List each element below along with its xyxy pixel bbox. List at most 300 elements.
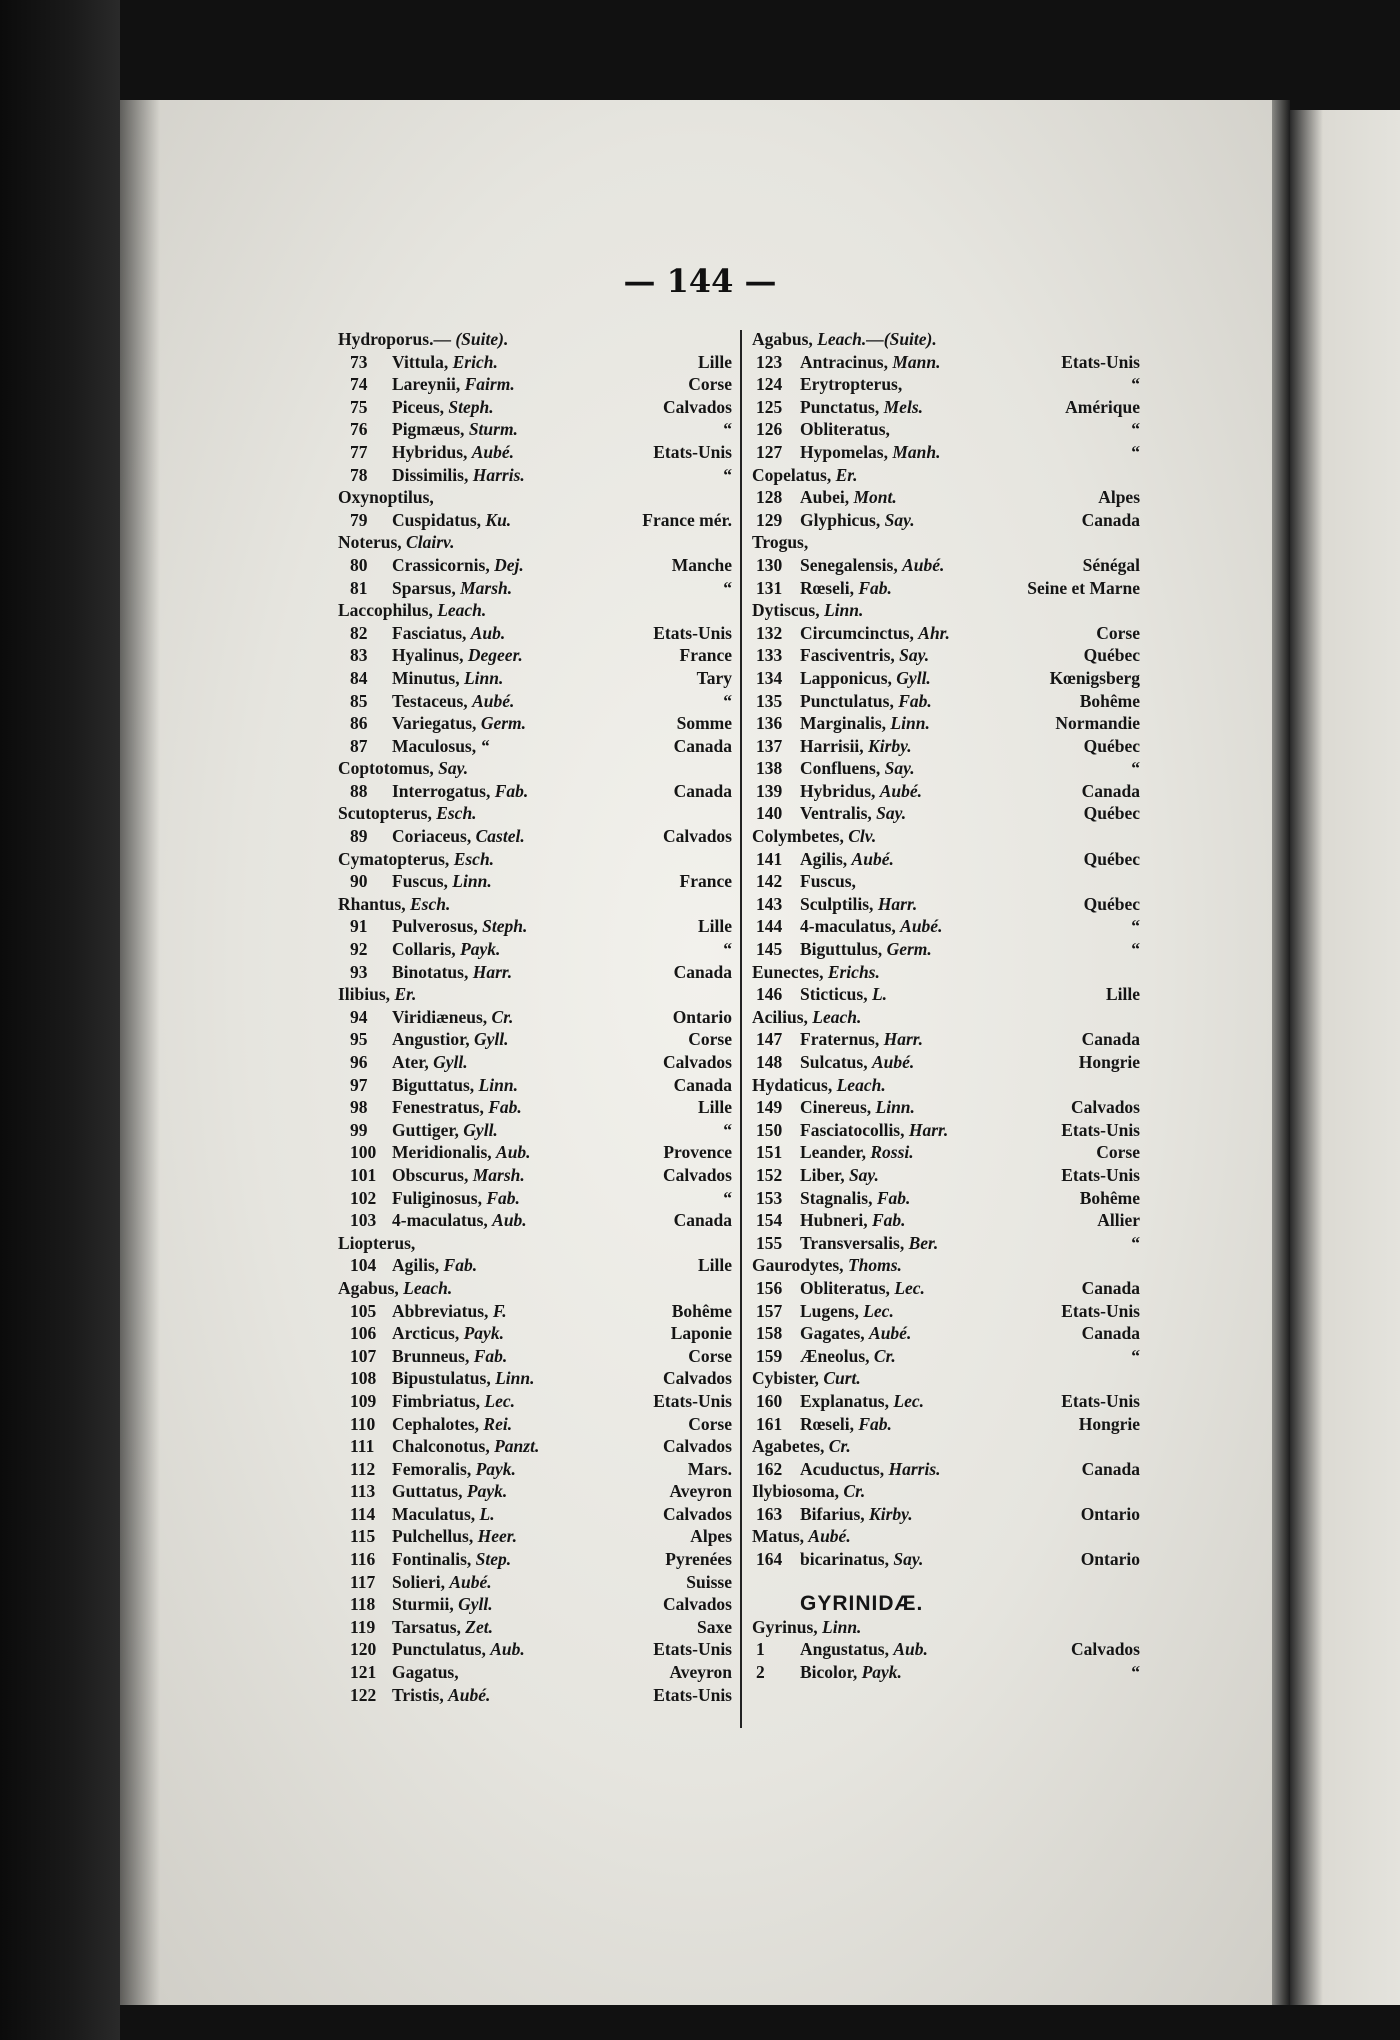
species-entry xyxy=(338,1435,732,1458)
taxon-author: Fab. xyxy=(488,1097,522,1118)
taxon-name: Glyphicus, xyxy=(800,509,881,530)
species-name xyxy=(392,690,514,713)
taxon-author: Germ. xyxy=(480,713,527,734)
locality: “ xyxy=(1131,939,1140,960)
species-name xyxy=(392,870,492,893)
taxon-name: Bifarius, xyxy=(800,1503,865,1524)
species-name xyxy=(392,1413,512,1436)
entry-number: 140 xyxy=(756,803,783,824)
locality: Suisse xyxy=(686,1571,732,1592)
genus-name xyxy=(752,961,880,984)
taxon-name: Leander, xyxy=(800,1142,866,1163)
taxon-author: Heer. xyxy=(477,1526,517,1547)
taxon-name: Lugens, xyxy=(800,1300,859,1321)
locality: Etats-Unis xyxy=(1061,1119,1140,1140)
taxon-name: Guttiger, xyxy=(392,1119,459,1140)
entry-number: 93 xyxy=(350,961,368,982)
taxon-author: Steph. xyxy=(482,916,528,937)
species-entry xyxy=(338,961,732,984)
locality: Somme xyxy=(676,713,732,734)
species-entry xyxy=(752,915,1140,938)
species-entry xyxy=(752,802,1140,825)
taxon-name: Copelatus, xyxy=(752,464,832,485)
taxon-name: Sticticus, xyxy=(800,984,868,1005)
species-name xyxy=(392,1661,459,1684)
taxon-name: Acuductus, xyxy=(800,1458,885,1479)
species-name xyxy=(800,1187,910,1210)
locality: Hongrie xyxy=(1078,1413,1140,1434)
locality: Calvados xyxy=(1070,1097,1140,1118)
taxon-author: Gyll. xyxy=(474,1029,509,1050)
blank-line xyxy=(752,1571,1140,1594)
species-name xyxy=(392,1322,504,1345)
taxon-name: Biguttatus, xyxy=(392,1074,475,1095)
genus-name xyxy=(338,1277,452,1300)
entry-number: 137 xyxy=(756,735,783,756)
taxon-name: Harrisii, xyxy=(800,735,864,756)
taxon-name: Fimbriatus, xyxy=(392,1390,480,1411)
entry-number: 104 xyxy=(350,1255,377,1276)
species-entry xyxy=(752,1345,1140,1368)
species-entry xyxy=(752,1322,1140,1345)
entry-number: 146 xyxy=(756,984,783,1005)
taxon-author: Dej. xyxy=(494,554,524,575)
taxon-author: Aub. xyxy=(490,1639,525,1660)
taxon-name: 4-maculatus, xyxy=(800,916,896,937)
taxon-name: Oxynoptilus, xyxy=(338,487,434,508)
taxon-author: Harr. xyxy=(472,961,513,982)
taxon-name: Liber, xyxy=(800,1164,845,1185)
taxon-name: Explanatus, xyxy=(800,1390,889,1411)
species-entry xyxy=(338,1684,732,1707)
taxon-author: Er. xyxy=(394,984,417,1005)
entry-number: 135 xyxy=(756,690,783,711)
taxon-author: Mann. xyxy=(892,351,941,372)
taxon-name: Brunneus, xyxy=(392,1345,470,1366)
taxon-author: Esch. xyxy=(453,848,495,869)
locality: Etats-Unis xyxy=(1061,1390,1140,1411)
entry-number: 142 xyxy=(756,871,783,892)
species-name xyxy=(392,1300,507,1323)
locality: Canada xyxy=(673,735,732,756)
entry-number: 130 xyxy=(756,554,783,575)
taxon-name: Laccophilus, xyxy=(338,600,433,621)
locality: Canada xyxy=(1081,1029,1140,1050)
species-entry xyxy=(752,373,1140,396)
genus-heading xyxy=(752,1435,1140,1458)
species-entry xyxy=(752,983,1140,1006)
taxon-author: Say. xyxy=(876,803,907,824)
locality: Etats-Unis xyxy=(653,622,732,643)
locality: France xyxy=(679,871,732,892)
taxon-name: Erytropterus, xyxy=(800,374,903,395)
taxon-name: Angustatus, xyxy=(800,1639,889,1660)
taxon-name: Collaris, xyxy=(392,939,456,960)
locality: “ xyxy=(723,690,732,711)
taxon-name: Marginalis, xyxy=(800,713,887,734)
locality: Normandie xyxy=(1055,713,1140,734)
taxon-name: Liopterus, xyxy=(338,1232,416,1253)
taxon-name: Transversalis, xyxy=(800,1232,905,1253)
genus-name xyxy=(752,328,937,351)
page-edge xyxy=(1272,100,1290,2010)
taxon-name: Circumcinctus, xyxy=(800,622,914,643)
taxon-author: Sturm. xyxy=(468,419,518,440)
taxon-author: Germ. xyxy=(886,939,932,960)
species-name xyxy=(392,1006,513,1029)
taxon-author: Payk. xyxy=(861,1662,902,1683)
taxon-author: Payk. xyxy=(460,939,501,960)
genus-heading xyxy=(752,1006,1140,1029)
taxon-author: Aub. xyxy=(496,1142,531,1163)
species-name xyxy=(392,1096,522,1119)
species-entry xyxy=(752,396,1140,419)
taxon-author: Payk. xyxy=(475,1458,516,1479)
species-name xyxy=(800,1345,896,1368)
species-entry xyxy=(752,1300,1140,1323)
entry-number: 134 xyxy=(756,667,783,688)
species-name xyxy=(392,396,494,419)
taxon-name: Pigmæus, xyxy=(392,419,465,440)
taxon-name: Binotatus, xyxy=(392,961,469,982)
species-name xyxy=(800,577,892,600)
entry-number: 113 xyxy=(350,1481,376,1502)
species-name xyxy=(392,464,525,487)
taxon-name: Minutus, xyxy=(392,667,460,688)
genus-heading xyxy=(752,1616,1140,1639)
entry-number: 99 xyxy=(350,1119,368,1140)
species-entry xyxy=(752,554,1140,577)
species-entry xyxy=(338,1187,732,1210)
entry-number: 108 xyxy=(350,1368,377,1389)
genus-heading xyxy=(752,328,1140,351)
taxon-author: Fab. xyxy=(871,1210,906,1231)
species-entry xyxy=(338,690,732,713)
entry-number: 74 xyxy=(350,374,368,395)
genus-name xyxy=(338,328,508,351)
species-name xyxy=(800,622,950,645)
species-entry xyxy=(752,351,1140,374)
locality: “ xyxy=(1131,1345,1140,1366)
taxon-name: Meridionalis, xyxy=(392,1142,492,1163)
species-name xyxy=(800,757,915,780)
taxon-author: Linn. xyxy=(890,713,930,734)
species-entry xyxy=(752,848,1140,871)
species-entry xyxy=(752,418,1140,441)
taxon-author: (Suite). xyxy=(455,329,509,349)
taxon-name: Angustior, xyxy=(392,1029,470,1050)
entry-number: 164 xyxy=(756,1549,783,1570)
species-name xyxy=(392,667,503,690)
taxon-name: Rhantus, xyxy=(338,893,406,914)
entry-number: 155 xyxy=(756,1232,783,1253)
locality: “ xyxy=(1131,758,1140,779)
entry-number: 131 xyxy=(756,577,783,598)
entry-number: 138 xyxy=(756,758,783,779)
taxon-author: Harr. xyxy=(908,1119,949,1140)
taxon-author: Linn. xyxy=(875,1097,915,1118)
entry-number: 159 xyxy=(756,1345,783,1366)
entry-number: 98 xyxy=(350,1097,368,1118)
taxon-name: Stagnalis, xyxy=(800,1187,873,1208)
species-entry xyxy=(752,1638,1140,1661)
taxon-name: Ater, xyxy=(392,1052,429,1072)
species-entry xyxy=(752,1187,1140,1210)
species-entry xyxy=(338,1525,732,1548)
genus-heading xyxy=(752,464,1140,487)
scan-border xyxy=(120,2005,1400,2040)
locality: Hongrie xyxy=(1078,1052,1140,1072)
entry-number: 150 xyxy=(756,1119,783,1140)
entry-number: 145 xyxy=(756,939,783,960)
genus-heading xyxy=(752,1254,1140,1277)
taxon-name: Sparsus, xyxy=(392,577,456,598)
entry-number: 82 xyxy=(350,622,368,643)
species-name xyxy=(800,667,931,690)
taxon-name: Biguttulus, xyxy=(800,939,883,960)
entry-number: 111 xyxy=(350,1436,375,1457)
species-entry xyxy=(752,1413,1140,1436)
species-entry xyxy=(752,1141,1140,1164)
species-entry xyxy=(752,1390,1140,1413)
species-name xyxy=(800,1638,928,1661)
entry-number: 141 xyxy=(756,848,783,869)
species-name xyxy=(800,1458,941,1481)
taxon-author: Aubé. xyxy=(900,916,943,937)
species-entry xyxy=(338,441,732,464)
species-entry xyxy=(338,667,732,690)
genus-name xyxy=(338,486,434,509)
species-name xyxy=(800,1277,925,1300)
taxon-author: Degeer. xyxy=(467,645,523,666)
taxon-name: Ilibius, xyxy=(338,984,391,1005)
entry-number: 95 xyxy=(350,1029,368,1050)
entry-number: 149 xyxy=(756,1097,783,1118)
locality: “ xyxy=(723,464,732,485)
genus-heading xyxy=(752,961,1140,984)
taxon-author: Gyll. xyxy=(458,1594,493,1615)
locality: Canada xyxy=(673,780,732,801)
taxon-author: Linn. xyxy=(823,600,864,621)
locality: Québec xyxy=(1083,735,1140,756)
taxon-name: Bicolor, xyxy=(800,1662,858,1683)
taxon-author: Fab. xyxy=(858,1413,892,1434)
species-name xyxy=(800,1661,902,1684)
species-entry xyxy=(752,577,1140,600)
taxon-name: Æneolus, xyxy=(800,1345,870,1366)
taxon-author: L. xyxy=(871,984,888,1005)
locality: “ xyxy=(1131,374,1140,395)
entry-number: 2 xyxy=(756,1662,765,1683)
entry-number: 161 xyxy=(756,1413,783,1434)
taxon-author: Gyll. xyxy=(463,1119,498,1140)
taxon-name: Bipustulatus, xyxy=(392,1368,491,1389)
species-entry xyxy=(338,1006,732,1029)
locality: Etats-Unis xyxy=(653,1684,732,1705)
locality: “ xyxy=(723,577,732,598)
taxon-name: Fasciventris, xyxy=(800,645,895,666)
locality: Calvados xyxy=(662,1436,732,1457)
species-name xyxy=(392,1390,515,1413)
entry-number: 110 xyxy=(350,1413,376,1434)
species-name xyxy=(392,577,512,600)
entry-number: 115 xyxy=(350,1526,376,1547)
species-entry xyxy=(338,735,732,758)
taxon-name: Maculatus, xyxy=(392,1503,476,1524)
entry-number: 88 xyxy=(350,780,368,801)
species-name xyxy=(392,938,500,961)
entry-number: 152 xyxy=(756,1164,783,1185)
species-entry xyxy=(752,1119,1140,1142)
taxon-name: Fuliginosus, xyxy=(392,1187,482,1208)
entry-number: 80 xyxy=(350,554,368,575)
locality: Bohême xyxy=(1079,1187,1140,1208)
taxon-author: Cr. xyxy=(491,1006,514,1027)
species-name xyxy=(392,644,523,667)
entry-number: 92 xyxy=(350,939,368,960)
species-name xyxy=(392,1548,511,1571)
locality: Calvados xyxy=(662,1503,732,1524)
taxon-name: Lareynii, xyxy=(392,374,461,395)
genus-heading xyxy=(338,486,732,509)
species-entry xyxy=(338,644,732,667)
taxon-author: Payk. xyxy=(463,1323,504,1344)
taxon-author: Curt. xyxy=(823,1368,861,1389)
entry-number: 86 xyxy=(350,713,368,734)
species-entry xyxy=(338,1458,732,1481)
entry-number: 118 xyxy=(350,1594,376,1615)
taxon-author: Say. xyxy=(884,509,915,530)
species-name xyxy=(392,712,526,735)
species-entry xyxy=(752,644,1140,667)
locality: Etats-Unis xyxy=(1061,1300,1140,1321)
taxon-name: Fuscus, xyxy=(392,871,448,892)
entry-number: 83 xyxy=(350,645,368,666)
species-name xyxy=(800,870,856,893)
species-name xyxy=(392,1254,477,1277)
taxon-author: Lec. xyxy=(484,1390,515,1411)
taxon-author: Lec. xyxy=(894,1277,925,1298)
entry-number: 84 xyxy=(350,667,368,688)
species-name xyxy=(392,1480,507,1503)
species-entry xyxy=(338,1390,732,1413)
species-name xyxy=(392,1571,492,1594)
locality: Saxe xyxy=(697,1616,732,1637)
species-name xyxy=(800,1503,913,1526)
species-entry xyxy=(338,418,732,441)
species-entry xyxy=(752,1164,1140,1187)
entry-number: 122 xyxy=(350,1684,377,1705)
species-name xyxy=(800,1322,911,1345)
species-entry xyxy=(752,1458,1140,1481)
taxon-author: Leach. xyxy=(437,600,487,621)
entry-number: 107 xyxy=(350,1345,377,1366)
species-name xyxy=(392,1051,468,1074)
species-entry xyxy=(752,1548,1140,1571)
species-name xyxy=(800,1119,948,1142)
taxon-author: Fab. xyxy=(486,1187,520,1208)
species-name xyxy=(392,373,515,396)
genus-heading xyxy=(338,328,732,351)
taxon-author: Cr. xyxy=(873,1345,896,1366)
taxon-name: Viridiæneus, xyxy=(392,1006,488,1027)
genus-name xyxy=(338,599,486,622)
taxon-author: Linn. xyxy=(478,1074,518,1095)
species-name xyxy=(800,1209,906,1232)
entry-number: 139 xyxy=(756,780,783,801)
taxon-author: Kirby. xyxy=(868,735,912,756)
entry-number: 123 xyxy=(756,351,783,372)
entry-number: 87 xyxy=(350,735,368,756)
genus-heading xyxy=(338,757,732,780)
species-name xyxy=(800,893,917,916)
entry-number: 96 xyxy=(350,1052,368,1072)
taxon-author: Linn. xyxy=(495,1368,535,1389)
entry-number: 81 xyxy=(350,577,368,598)
genus-heading xyxy=(752,1074,1140,1097)
genus-name xyxy=(338,1232,415,1255)
species-entry xyxy=(338,1367,732,1390)
taxon-name: Arcticus, xyxy=(392,1323,460,1344)
genus-heading xyxy=(338,531,732,554)
taxon-author: Mont. xyxy=(853,487,897,508)
locality: Canada xyxy=(1081,780,1140,801)
locality: Mars. xyxy=(687,1458,732,1479)
locality: Etats-Unis xyxy=(653,1639,732,1660)
locality: Etats-Unis xyxy=(1061,351,1140,372)
adjacent-page-edge xyxy=(1290,110,1400,2040)
taxon-name: Hyalinus, xyxy=(392,645,464,666)
entry-number: 156 xyxy=(756,1277,783,1298)
taxon-author: Er. xyxy=(835,464,858,485)
species-entry xyxy=(338,1480,732,1503)
species-name xyxy=(392,509,511,532)
species-entry xyxy=(752,1232,1140,1255)
taxon-author: Leach.—(Suite). xyxy=(817,329,937,349)
species-entry xyxy=(338,464,732,487)
locality: Tary xyxy=(696,667,732,688)
taxon-author: Linn. xyxy=(463,667,504,688)
species-name xyxy=(800,486,897,509)
species-name xyxy=(392,418,518,441)
genus-name xyxy=(752,1435,851,1458)
genus-heading xyxy=(338,1277,732,1300)
taxon-author: Gyll. xyxy=(896,667,931,688)
family-heading xyxy=(752,1593,1140,1616)
taxon-name: Maculosus, xyxy=(392,735,477,756)
taxon-author: Esch. xyxy=(436,803,477,824)
genus-heading xyxy=(752,1525,1140,1548)
locality: Alpes xyxy=(690,1526,732,1547)
taxon-author: Leach. xyxy=(812,1006,862,1027)
taxon-author: Esch. xyxy=(409,893,451,914)
taxon-author: Castel. xyxy=(475,826,525,847)
taxon-author: Rossi. xyxy=(870,1142,914,1163)
species-entry xyxy=(338,1616,732,1639)
entry-number: 154 xyxy=(756,1210,783,1231)
taxon-author: Thoms. xyxy=(847,1255,902,1276)
species-name xyxy=(800,802,906,825)
genus-heading xyxy=(338,802,732,825)
species-name xyxy=(392,1684,490,1707)
taxon-name: Fontinalis, xyxy=(392,1549,472,1570)
entry-number: 114 xyxy=(350,1503,376,1524)
entry-number: 100 xyxy=(350,1142,377,1163)
entry-number: 1 xyxy=(756,1639,765,1660)
taxon-author: Harr. xyxy=(877,893,918,914)
locality: France xyxy=(679,645,732,666)
species-name xyxy=(800,915,942,938)
